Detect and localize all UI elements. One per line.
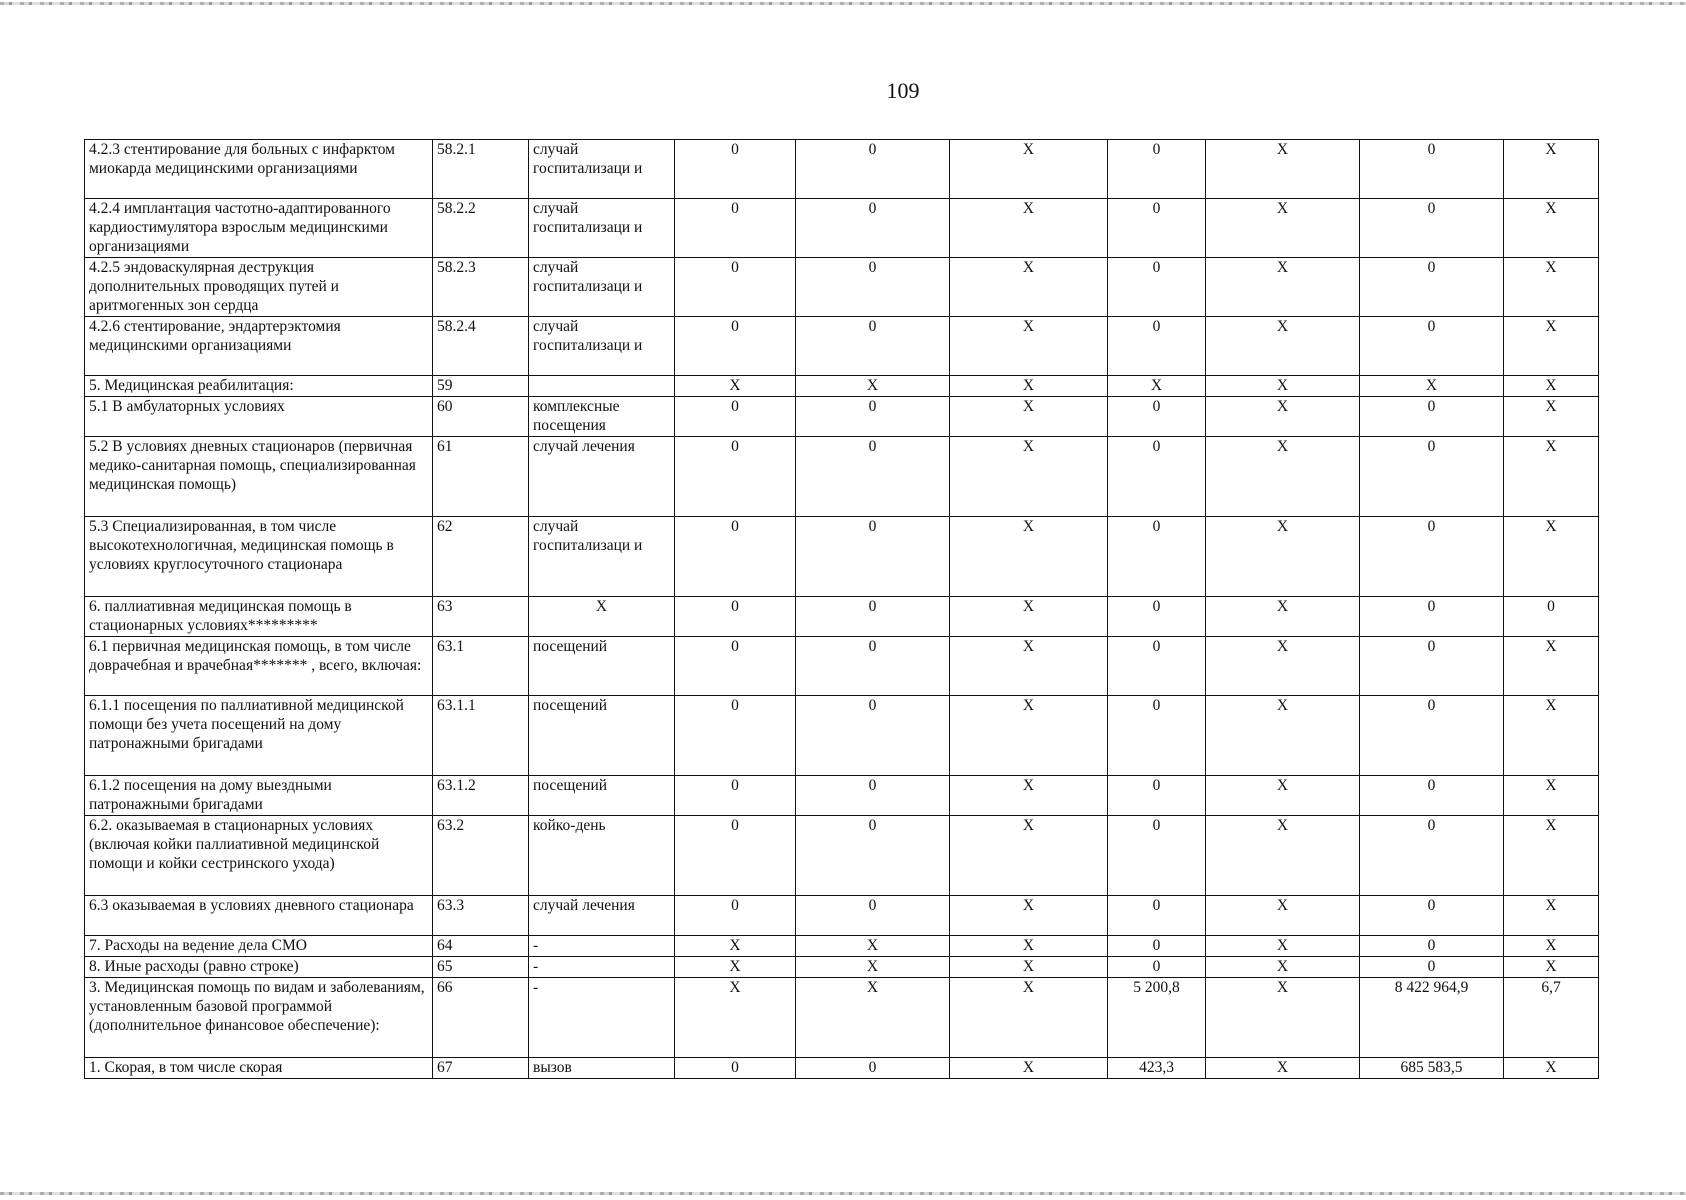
scan-edge-top	[0, 2, 1686, 5]
value-cell: X	[1206, 1057, 1360, 1078]
value-cell: 0	[1360, 258, 1504, 317]
row-code-cell: 61	[433, 436, 529, 516]
value-cell: 0	[796, 775, 950, 815]
value-cell: X	[1206, 815, 1360, 895]
row-unit-cell: случай госпитализаци и	[529, 258, 675, 317]
value-cell: X	[1206, 596, 1360, 636]
row-name-cell: 8. Иные расходы (равно строке)	[85, 956, 433, 977]
value-cell: 0	[1360, 317, 1504, 376]
value-cell: X	[1206, 140, 1360, 199]
row-code-cell: 67	[433, 1057, 529, 1078]
table-row	[85, 636, 1599, 695]
value-cell: X	[950, 199, 1108, 258]
scan-edge-bottom	[0, 1192, 1686, 1195]
row-name-cell: 7. Расходы на ведение дела СМО	[85, 935, 433, 956]
value-cell: X	[1206, 977, 1360, 1057]
table-row	[85, 977, 1599, 1057]
table-row	[85, 436, 1599, 516]
table-row	[85, 140, 1599, 199]
value-cell: 0	[1108, 317, 1206, 376]
row-code-cell: 63.3	[433, 895, 529, 935]
value-cell: 0	[675, 317, 796, 376]
row-code-cell: 62	[433, 516, 529, 596]
row-code-cell: 64	[433, 935, 529, 956]
row-name-cell: 6.3 оказываемая в условиях дневного стационара	[85, 895, 433, 935]
table-row	[85, 396, 1599, 436]
table-row	[85, 376, 1599, 397]
table-row	[85, 935, 1599, 956]
value-cell: 0	[1360, 815, 1504, 895]
table-row	[85, 895, 1599, 935]
value-cell: X	[1206, 935, 1360, 956]
value-cell: 0	[796, 258, 950, 317]
row-unit-cell: посещений	[529, 695, 675, 775]
value-cell: 0	[675, 775, 796, 815]
value-cell: 0	[1108, 935, 1206, 956]
value-cell: 0	[1108, 140, 1206, 199]
value-cell: X	[1206, 695, 1360, 775]
value-cell: X	[1504, 775, 1599, 815]
value-cell: X	[675, 376, 796, 397]
row-name-cell: 5.2 В условиях дневных стационаров (первичная медико-санитарная помощь, специализированная медицинская помощь)	[85, 436, 433, 516]
value-cell: 0	[796, 815, 950, 895]
row-code-cell: 63.1.1	[433, 695, 529, 775]
row-name-cell: 4.2.6 стентирование, эндартерэктомия медицинскими организациями	[85, 317, 433, 376]
value-cell: X	[950, 636, 1108, 695]
table-row	[85, 258, 1599, 317]
value-cell: 685 583,5	[1360, 1057, 1504, 1078]
row-name-cell: 5. Медицинская реабилитация:	[85, 376, 433, 397]
table-row	[85, 815, 1599, 895]
row-unit-cell: случай лечения	[529, 895, 675, 935]
value-cell: X	[950, 140, 1108, 199]
value-cell: X	[1206, 775, 1360, 815]
value-cell: X	[1360, 376, 1504, 397]
value-cell: X	[950, 317, 1108, 376]
value-cell: 0	[675, 396, 796, 436]
value-cell: 0	[675, 140, 796, 199]
value-cell: X	[1206, 516, 1360, 596]
value-cell: 0	[675, 695, 796, 775]
value-cell: X	[1206, 258, 1360, 317]
value-cell: X	[796, 935, 950, 956]
value-cell: 0	[796, 140, 950, 199]
row-unit-cell: случай госпитализаци и	[529, 140, 675, 199]
row-code-cell: 58.2.2	[433, 199, 529, 258]
value-cell: 6,7	[1504, 977, 1599, 1057]
value-cell: X	[1206, 396, 1360, 436]
table-row	[85, 317, 1599, 376]
value-cell: X	[1504, 376, 1599, 397]
value-cell: X	[796, 977, 950, 1057]
value-cell: 0	[675, 596, 796, 636]
row-unit-cell: комплексные посещения	[529, 396, 675, 436]
row-code-cell: 60	[433, 396, 529, 436]
row-unit-cell: случай госпитализаци и	[529, 516, 675, 596]
table-row	[85, 199, 1599, 258]
value-cell: X	[1504, 436, 1599, 516]
value-cell: X	[950, 815, 1108, 895]
value-cell: X	[950, 436, 1108, 516]
value-cell: X	[950, 1057, 1108, 1078]
row-name-cell: 6.1.1 посещения по паллиативной медицинской помощи без учета посещений на дому патронажными бригадами	[85, 695, 433, 775]
value-cell: X	[1504, 956, 1599, 977]
value-cell: 8 422 964,9	[1360, 977, 1504, 1057]
row-unit-cell: -	[529, 956, 675, 977]
value-cell: 0	[1360, 895, 1504, 935]
row-name-cell: 4.2.4 имплантация частотно-адаптированного кардиостимулятора взрослым медицинскими организациями	[85, 199, 433, 258]
value-cell: 0	[1360, 636, 1504, 695]
row-unit-cell: случай госпитализаци и	[529, 317, 675, 376]
row-code-cell: 63.1.2	[433, 775, 529, 815]
row-unit-cell: койко-день	[529, 815, 675, 895]
value-cell: 0	[796, 396, 950, 436]
row-code-cell: 63.2	[433, 815, 529, 895]
value-cell: X	[796, 956, 950, 977]
row-unit-cell: случай лечения	[529, 436, 675, 516]
row-name-cell: 3. Медицинская помощь по видам и заболеваниям, установленным базовой программой (дополнительное финансовое обеспечение):	[85, 977, 433, 1057]
value-cell: 0	[1108, 815, 1206, 895]
value-cell: X	[675, 935, 796, 956]
value-cell: X	[1504, 516, 1599, 596]
value-cell: 0	[1108, 436, 1206, 516]
value-cell: X	[1206, 317, 1360, 376]
row-code-cell: 65	[433, 956, 529, 977]
value-cell: X	[1206, 956, 1360, 977]
value-cell: 0	[1360, 140, 1504, 199]
value-cell: 0	[1108, 895, 1206, 935]
row-code-cell: 58.2.4	[433, 317, 529, 376]
value-cell: 0	[796, 895, 950, 935]
value-cell: X	[950, 516, 1108, 596]
row-name-cell: 6. паллиативная медицинская помощь в стационарных условиях*********	[85, 596, 433, 636]
value-cell: 0	[1108, 956, 1206, 977]
row-unit-cell: вызов	[529, 1057, 675, 1078]
row-code-cell: 59	[433, 376, 529, 397]
value-cell: 0	[1108, 258, 1206, 317]
value-cell: X	[1504, 695, 1599, 775]
value-cell: X	[796, 376, 950, 397]
row-unit-cell: -	[529, 935, 675, 956]
value-cell: X	[950, 396, 1108, 436]
value-cell: 0	[1360, 935, 1504, 956]
page-number: 109	[886, 78, 920, 103]
value-cell: X	[950, 935, 1108, 956]
value-cell: 0	[1108, 695, 1206, 775]
row-code-cell: 58.2.1	[433, 140, 529, 199]
value-cell: 0	[1504, 596, 1599, 636]
value-cell: 0	[1360, 956, 1504, 977]
row-name-cell: 6.2. оказываемая в стационарных условиях (включая койки паллиативной медицинской помощи и койки сестринского ухода)	[85, 815, 433, 895]
value-cell: X	[675, 956, 796, 977]
value-cell: 0	[675, 436, 796, 516]
value-cell: X	[950, 956, 1108, 977]
value-cell: 0	[675, 815, 796, 895]
row-unit-cell: посещений	[529, 636, 675, 695]
value-cell: X	[1504, 1057, 1599, 1078]
value-cell: X	[1108, 376, 1206, 397]
value-cell: X	[1504, 317, 1599, 376]
value-cell: X	[1504, 396, 1599, 436]
value-cell: 0	[1360, 596, 1504, 636]
row-code-cell: 63	[433, 596, 529, 636]
value-cell: 0	[796, 436, 950, 516]
value-cell: X	[1206, 895, 1360, 935]
value-cell: 0	[1108, 596, 1206, 636]
value-cell: 0	[675, 258, 796, 317]
value-cell: X	[950, 895, 1108, 935]
value-cell: X	[1504, 935, 1599, 956]
value-cell: X	[950, 695, 1108, 775]
value-cell: 5 200,8	[1108, 977, 1206, 1057]
row-name-cell: 6.1 первичная медицинская помощь, в том числе доврачебная и врачебная******* , всего, включая:	[85, 636, 433, 695]
value-cell: 0	[1360, 436, 1504, 516]
table-row	[85, 956, 1599, 977]
row-name-cell: 5.1 В амбулаторных условиях	[85, 396, 433, 436]
data-table	[84, 139, 1599, 1079]
value-cell: X	[950, 977, 1108, 1057]
row-unit-cell: случай госпитализаци и	[529, 199, 675, 258]
value-cell: 0	[796, 199, 950, 258]
value-cell: 0	[675, 199, 796, 258]
value-cell: 0	[1360, 199, 1504, 258]
value-cell: 0	[1108, 396, 1206, 436]
row-name-cell: 1. Скорая, в том числе скорая	[85, 1057, 433, 1078]
table-row	[85, 1057, 1599, 1078]
row-unit-cell: -	[529, 977, 675, 1057]
row-name-cell: 4.2.5 эндоваскулярная деструкция дополнительных проводящих путей и аритмогенных зон сердца	[85, 258, 433, 317]
value-cell: X	[1206, 376, 1360, 397]
value-cell: X	[1206, 436, 1360, 516]
value-cell: 0	[675, 895, 796, 935]
value-cell: 0	[796, 695, 950, 775]
row-unit-cell: посещений	[529, 775, 675, 815]
table-row	[85, 695, 1599, 775]
value-cell: 0	[1360, 695, 1504, 775]
value-cell: 0	[1360, 396, 1504, 436]
row-unit-cell: X	[529, 596, 675, 636]
value-cell: 0	[1360, 516, 1504, 596]
value-cell: X	[1504, 815, 1599, 895]
value-cell: X	[1206, 199, 1360, 258]
value-cell: 0	[796, 636, 950, 695]
value-cell: X	[950, 376, 1108, 397]
value-cell: 0	[1108, 636, 1206, 695]
row-name-cell: 5.3 Специализированная, в том числе высокотехнологичная, медицинская помощь в условиях круглосуточного стационара	[85, 516, 433, 596]
value-cell: 0	[796, 516, 950, 596]
row-code-cell: 66	[433, 977, 529, 1057]
value-cell: X	[1504, 636, 1599, 695]
value-cell: X	[950, 596, 1108, 636]
value-cell: X	[1206, 636, 1360, 695]
value-cell: 0	[1108, 775, 1206, 815]
value-cell: X	[950, 775, 1108, 815]
value-cell: 0	[675, 516, 796, 596]
value-cell: 423,3	[1108, 1057, 1206, 1078]
row-name-cell: 4.2.3 стентирование для больных с инфарктом миокарда медицинскими организациями	[85, 140, 433, 199]
value-cell: 0	[1108, 199, 1206, 258]
value-cell: 0	[675, 1057, 796, 1078]
value-cell: 0	[796, 596, 950, 636]
value-cell: 0	[796, 317, 950, 376]
row-unit-cell	[529, 376, 675, 397]
table-row	[85, 596, 1599, 636]
table-row	[85, 516, 1599, 596]
row-code-cell: 58.2.3	[433, 258, 529, 317]
value-cell: 0	[1360, 775, 1504, 815]
value-cell: 0	[796, 1057, 950, 1078]
value-cell: X	[1504, 258, 1599, 317]
value-cell: X	[950, 258, 1108, 317]
value-cell: 0	[675, 636, 796, 695]
value-cell: X	[1504, 199, 1599, 258]
row-name-cell: 6.1.2 посещения на дому выездными патронажными бригадами	[85, 775, 433, 815]
value-cell: X	[675, 977, 796, 1057]
value-cell: X	[1504, 140, 1599, 199]
value-cell: 0	[1108, 516, 1206, 596]
row-code-cell: 63.1	[433, 636, 529, 695]
table-row	[85, 775, 1599, 815]
value-cell: X	[1504, 895, 1599, 935]
